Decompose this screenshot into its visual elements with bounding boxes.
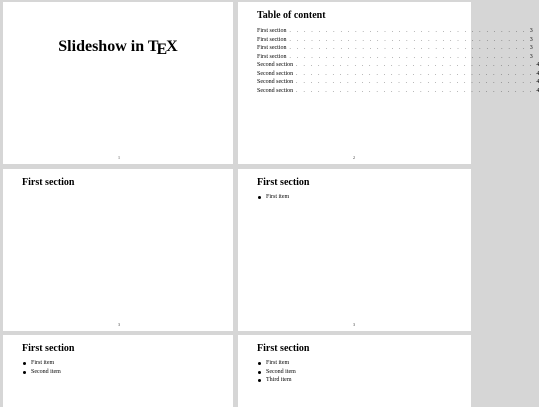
bullet-list bbox=[257, 193, 289, 202]
page-number: 3 bbox=[353, 322, 355, 327]
slide-2[interactable] bbox=[238, 2, 539, 164]
toc-entry-label: Second section bbox=[257, 62, 294, 68]
bullet-list bbox=[257, 359, 296, 385]
toc-entry-page: 4 bbox=[536, 70, 539, 77]
bullet-item: Second item bbox=[22, 368, 61, 377]
toc-leader-dots: . . . . . . . . . . . . . . . . . . . . . . . . . . . . . . . . . bbox=[289, 29, 527, 34]
toc-entry[interactable] bbox=[257, 87, 539, 96]
slide-heading: First section bbox=[257, 343, 310, 354]
slide-heading: Table of content bbox=[257, 10, 326, 21]
bullet-item: First item bbox=[257, 193, 289, 202]
toc-entry-label: Second section bbox=[257, 87, 294, 94]
toc-entry-page: 3 bbox=[529, 28, 533, 34]
slide-1[interactable] bbox=[3, 2, 233, 164]
toc-entry-page: 4 bbox=[536, 87, 539, 94]
toc-entry-label: Second section bbox=[257, 70, 294, 77]
toc-entry-label: First section bbox=[257, 36, 287, 43]
title-text: Slideshow in bbox=[58, 38, 148, 55]
tex-logo-x: X bbox=[166, 38, 178, 55]
toc-entry-label: First section bbox=[257, 28, 287, 34]
slide-3[interactable] bbox=[3, 169, 233, 331]
bullet-list bbox=[22, 359, 61, 376]
toc-entry-page: 4 bbox=[536, 62, 539, 68]
page-number: 1 bbox=[118, 155, 120, 160]
toc-entry[interactable] bbox=[257, 36, 533, 45]
toc-entry-page: 3 bbox=[529, 53, 533, 60]
toc-leader-dots: . . . . . . . . . . . . . . . . . . . . . . . . . . . . . . . . . bbox=[289, 54, 527, 60]
toc-entry-page: 4 bbox=[536, 79, 539, 85]
slide-heading: First section bbox=[22, 343, 75, 354]
toc-entry-label: First section bbox=[257, 53, 287, 60]
toc-leader-dots: . . . . . . . . . . . . . . . . . . . . . . . . . . . . . . . . . bbox=[296, 88, 534, 94]
toc-leader-dots: . . . . . . . . . . . . . . . . . . . . . . . . . . . . . . . . . bbox=[296, 71, 534, 77]
presentation-title bbox=[3, 38, 233, 56]
toc-entry[interactable] bbox=[257, 27, 533, 36]
toc-leader-dots: . . . . . . . . . . . . . . . . . . . . . . . . . . . . . . . . . bbox=[296, 63, 534, 68]
toc-entry[interactable] bbox=[257, 44, 533, 53]
bullet-item: First item bbox=[257, 359, 296, 368]
bullet-item: First item bbox=[22, 359, 61, 368]
toc-leader-dots: . . . . . . . . . . . . . . . . . . . . . . . . . . . . . . . . . bbox=[296, 80, 534, 85]
toc-leader-dots: . . . . . . . . . . . . . . . . . . . . . . . . . . . . . . . . . bbox=[289, 46, 527, 51]
bullet-item: Third item bbox=[257, 376, 296, 385]
page-number: 3 bbox=[118, 322, 120, 327]
slide-5[interactable] bbox=[3, 335, 233, 407]
toc-entry-label: Second section bbox=[257, 79, 294, 85]
table-of-contents bbox=[257, 27, 539, 95]
toc-entry[interactable] bbox=[257, 78, 539, 87]
toc-entry-label: First section bbox=[257, 45, 287, 51]
toc-entry-page: 3 bbox=[529, 45, 533, 51]
slide-6[interactable] bbox=[238, 335, 471, 407]
tex-logo bbox=[147, 38, 178, 58]
slide-heading: First section bbox=[22, 177, 75, 188]
tex-logo-e: E bbox=[156, 41, 168, 58]
toc-leader-dots: . . . . . . . . . . . . . . . . . . . . . . . . . . . . . . . . . bbox=[289, 37, 527, 43]
toc-entry-page: 3 bbox=[529, 36, 533, 43]
bullet-item: Second item bbox=[257, 368, 296, 377]
toc-entry[interactable] bbox=[257, 53, 533, 62]
slide-heading: First section bbox=[257, 177, 310, 188]
toc-entry[interactable] bbox=[257, 61, 539, 70]
tex-logo-t: T bbox=[147, 38, 159, 55]
toc-entry[interactable] bbox=[257, 70, 539, 79]
slide-4[interactable] bbox=[238, 169, 471, 331]
page-number: 2 bbox=[353, 155, 355, 160]
